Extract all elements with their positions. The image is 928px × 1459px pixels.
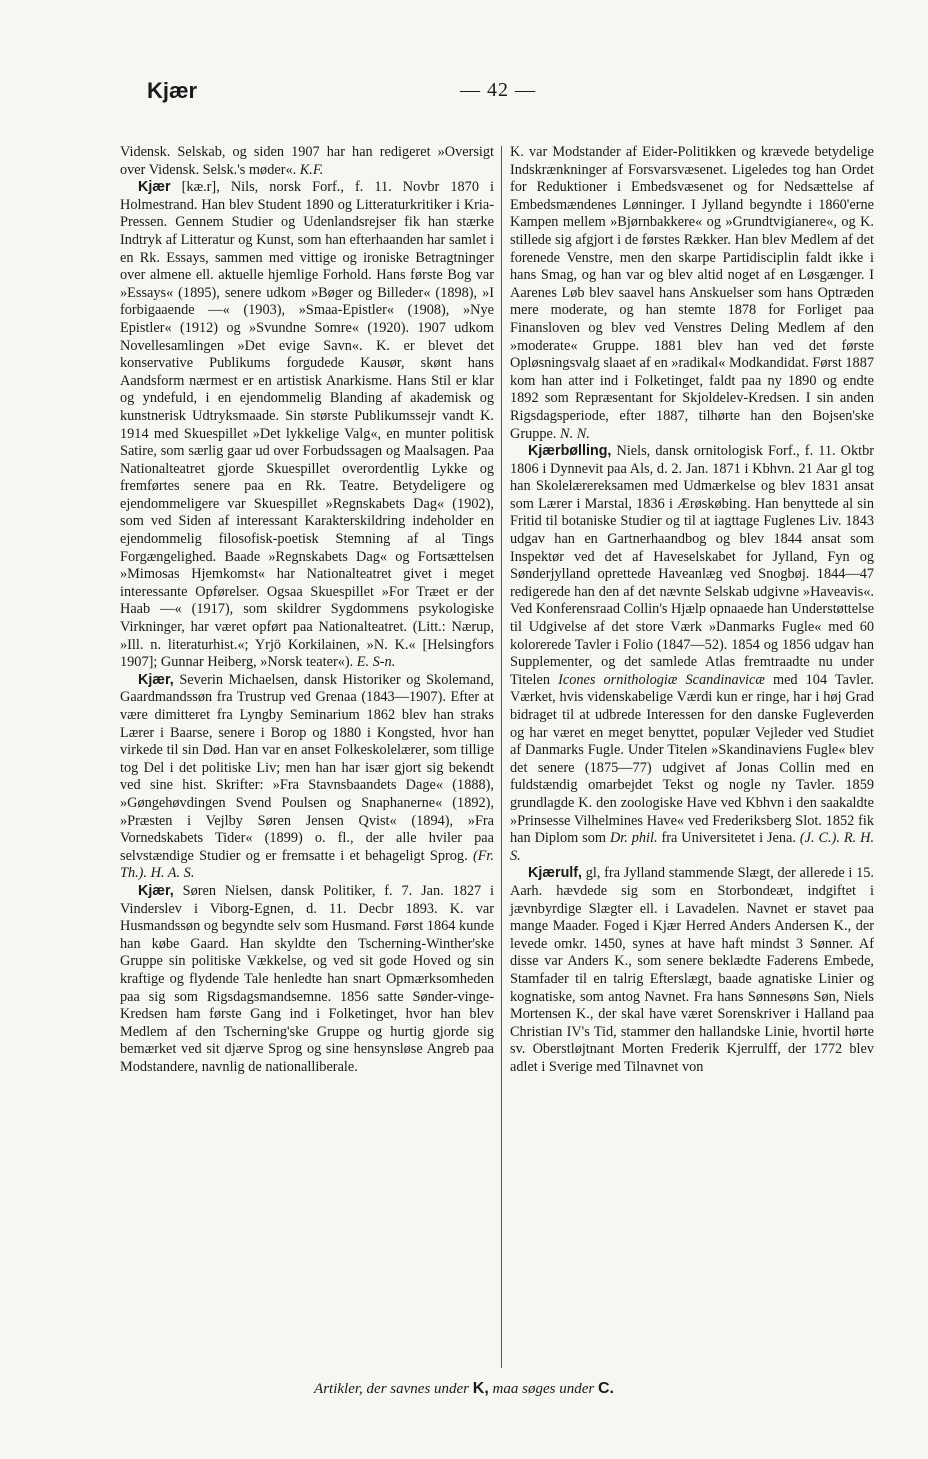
entry-lemma: Kjær, (138, 882, 174, 899)
right-column (510, 144, 874, 1076)
running-head-word: Kjær (147, 78, 198, 103)
page-footer-note: Artikler, der savnes under K, maa søges under C. (314, 1380, 614, 1397)
entry-kjaer-nils: Kjær [kæ.r], Nils, norsk Forf., f. 11. Novbr 1870 i Holmestrand. Han blev Student 1890 og Litteraturkritiker i Kria-Pressen. Gennem Studier og Udenlandsrejser fik han stærke Indtryk af Litteratur og Kunst, som han efterhaanden har samlet i en Rk. Essays, sammen med vittige og ironiske Betragtninger over almene ell. aktuelle hjemlige Forhold. Hans første Bog var »Essays« (1895), senere udkom »Bøger og Billeder« (1898), »I forbigaaende —« (1903), »Smaa-Epistler« (1908), »Nye Epistler« (1912) og »Svundne Somre« (1920). 1907 udkom Novellesamlingen »Det evige Savn«. K. er blevet det konservative Publikums forgudede Kausør, skønt hans Aandsform nærmest er en artistisk Anarkisme. Hans Stil er klar og yndefuld, i en ejendommelig Blanding af akademisk og kunstnerisk Udtryksmaade. Sin største Publikumssejr vandt K. 1914 med Skuespillet »Det lykkelige Valg«, en munter politisk Satire, som særlig gaar ud over Forbudssagen og Maalsagen. Paa Nationalteatret gjorde Skuespillet overordentlig Lykke og fremførtes senere paa en Rk. Teatre. Betydeligere og ejendommeligere var Skuespillet »Regnskabets Dag« (1902), som ved Siden af interessant Karakterskildring indeholder en ejendommelig filosofisk-poetisk Stemning af al Tings Forgængelighed. Baade »Regnskabets Dag« og Fortsættelsen »Mimosas Hjemkomst« har Nationalteatret givet i meget interessante Opførelser. Ogsaa Skuespillet »For Træet er der Haab —« (1917), som skildrer Sygdommens psykologiske Virkninger, har været opført paa Nationalteatret. (Litt.: Nærup, »Ill. n. literaturhist.«; Yrjö Korkilainen, »N. K.« [Helsingfors 1907]; Gunnar Heiberg, »Norsk teater«). E. S-n. (120, 179, 495, 671)
left-column (120, 144, 494, 1076)
author-signature: (Fr. Th.). H. A. S. (120, 847, 494, 882)
entry-kjaerbolling: Kjærbølling, Niels, dansk ornitologisk Forf., f. 11. Oktbr 1806 i Dynnevit paa Als, d. 2. Jan. 1871 i Kbhvn. 21 Aar gl tog han Skolelærereksamen med Udmærkelse og blev 1831 ansat som Lærer i Marstal, 1836 i Ærøskøbing. Han benyttede al sin Fritid til botaniske Studier og til at iagttage Fuglenes Liv. 1843 udgav han en Gartnerhaandbog og blev 1844 ansat som Inspektør ved det af Haveselskabet for Jylland, Fyn og Sønderjylland oprettede Haveanlæg ved Snogbøj. 1844—47 redigerede han den af det nævnte Selskab udgivne »Haveavis«. Ved Konferensraad Collin's Hjælp opnaaede han Understøttelse til Udgivelse af det store Værk »Danmarks Fugle« med 60 kolorerede Tavler i Folio (1847—52). 1854 og 1856 udgav han Supplementer, og det samlede Atlas fremtraadte nu under Titelen Icones ornithologiæ Scandinavicæ med 104 Tavler. Værket, hvis videnskabelige Værdi kun er ringe, har i høj Grad bidraget til at udbrede Interessen for den danske Fugleverden og har været en meget benyttet, populær Vejleder ved Studiet af Danmarks Fugle. Under Titelen »Skandinaviens Fugle« blev det senere (1875—77) udgivet af Jonas Collin med en fuldstændig omarbejdet Tekst og nogle ny Tavler. 1859 grundlagde K. den zoologiske Have ved Kbhvn i den saakaldte »Prinsesse Vilhelmines Have« ved Frederiksberg Slot. 1852 fik han Diplom som Dr. phil. fra Universitetet i Jena. (J. C.). R. H. S. (510, 443, 875, 864)
degree: Dr. phil. (609, 830, 658, 847)
author-signature: (J. C.). R. H. S. (510, 830, 875, 864)
entry-kjaer-severin: Kjær, Severin Michaelsen, dansk Historiker og Skolemand, Gaardmandssøn fra Trustrup ved Grenaa (1843—1907). Efter at være dimitteret fra Lyngby Seminarium 1862 blev han straks Lærer i Baarse, senere i Borop og 1880 i Kongsted, hvor han virkede til sin Død. Han var en anset Folkeskolelærer, som tillige tog Del i det politiske Liv; men han har især gjort sig bekendt ved sine hist. Skrifter: »Fra Stavnsbaandets Dage« (1888), »Gøngehøvdingen Svend Poulsen og Snaphanerne« (1892), »Præsten i Vejlby Søren Jensen Qvist« (1894), »Fra Vornedskabets Tider« (1899) o. fl., der alle hviler paa selvstændige Studier og er fremsatte i et behageligt Sprog. (Fr. Th.). H. A. S. (120, 671, 494, 882)
entry-kjaerulf: Kjærulf, gl, fra Jylland stammende Slægt, der allerede i 15. Aarh. hævdede sig som en Storbondeæt, indgiftet i jævnbyrdige Slægter ell. i Lavadelen. Navnet er stavet paa mange Maader. Foged i Kjær Herred Anders Andersen K., der levede omkr. 1450, synes at have haft mindst 3 Sønner. Af disse var Anders K., som senere beklædte Faderens Embede, Stamfader til en talrig Efterslægt, baade agnatiske Linier og kognatiske, som antog Navnet. Fra hans Sønnesøns Søn, Niels Mortensen K., der skal have været Sorenskriver i Halland paa Christian IV's Tid, stammer den hallandske Linie, hvortil hørte sv. Oberstløjtnant Morten Frederik Kjerrulff, der 1772 blev adlet i Sverige med Tilnavnet von (510, 865, 874, 1075)
page-header (110, 78, 870, 108)
page-number: — 42 — (460, 79, 536, 101)
letter-c: C. (597, 1380, 614, 1397)
letter-k: K, (472, 1380, 489, 1397)
continued-entry: Vidensk. Selskab, og siden 1907 har han redigeret »Oversigt over Vidensk. Selsk.'s møder«. K.F. (120, 144, 494, 178)
continued-entry: K. var Modstander af Eider-Politikken og krævede betydelige Indskrænkninger af Forsvarsvæsenet. Ligeledes tog han Ordet for Reduktioner i Embedsvæsenet og for Nedsættelse af Embedsmændenes Lønninger. I Jylland begyndte i 1860'erne Kampen mellem »Bjørnbakkere« og »Grundtvigianere«, og K. stillede sig afgjort i de førstes Rækker. Han blev Medlem af det forenede Venstre, men den skarpe Partidisciplin faldt ikke i hans Smag, og han var og blev altid noget af en Løsgænger. I Aarenes Løb blev saavel hans Anskuelser som hans Optræden mere moderate, og han stemte 1878 for Forliget paa Finansloven og blev ved Venstres Deling Medlem af den »moderate« Gruppe. 1881 blev han ved det første Opløsningsvalg slaaet af en »radikal« Modkandidat. Først 1887 kom han atter ind i Folketinget, faldt paa ny 1890 og endte 1892 som Repræsentant for Skjoldelev-Kredsen. I sin anden Rigsdagsperiode, efter 1887, tilhørte han den Bojsen'ske Gruppe. N. N. (510, 144, 874, 442)
author-signature: N. N. (560, 425, 590, 442)
book-title: Icones ornithologiæ Scandinavicæ (558, 671, 765, 688)
entry-lemma: Kjær (138, 179, 171, 196)
entry-lemma: Kjærulf, (528, 865, 583, 882)
entry-kjaer-soren: Kjær, Søren Nielsen, dansk Politiker, f. 7. Jan. 1827 i Vinderslev i Viborg-Egnen, d. 11. Decbr 1893. K. var Husmandssøn og begyndte selv som Husmand. Først 1864 kunde han købe Gaard. Han skyldte den Tscherning-Winther'ske Gruppe sin politiske Vækkelse, og ved sit gode Hoved og sin kraftige og flydende Tale henledte han snart Opmærksomheden paa sig som Rigsdagsmandsemne. 1856 satte Sønder-vinge-Kredsen ham første Gang ind i Folketinget, hvor han blev Medlem af den Tscherning'ske Gruppe og hurtig gjorde sig bemærket ved sit djærve Sprog og sine hensynsløse Angreb paa Modstandere, navnlig de nationalliberale. (120, 882, 494, 1075)
entry-lemma: Kjærbølling, (528, 443, 612, 460)
column-divider (501, 146, 502, 1368)
author-signature: E. S-n. (356, 654, 396, 671)
entry-lemma: Kjær, (138, 671, 174, 688)
author-signature: K.F. (299, 161, 324, 178)
